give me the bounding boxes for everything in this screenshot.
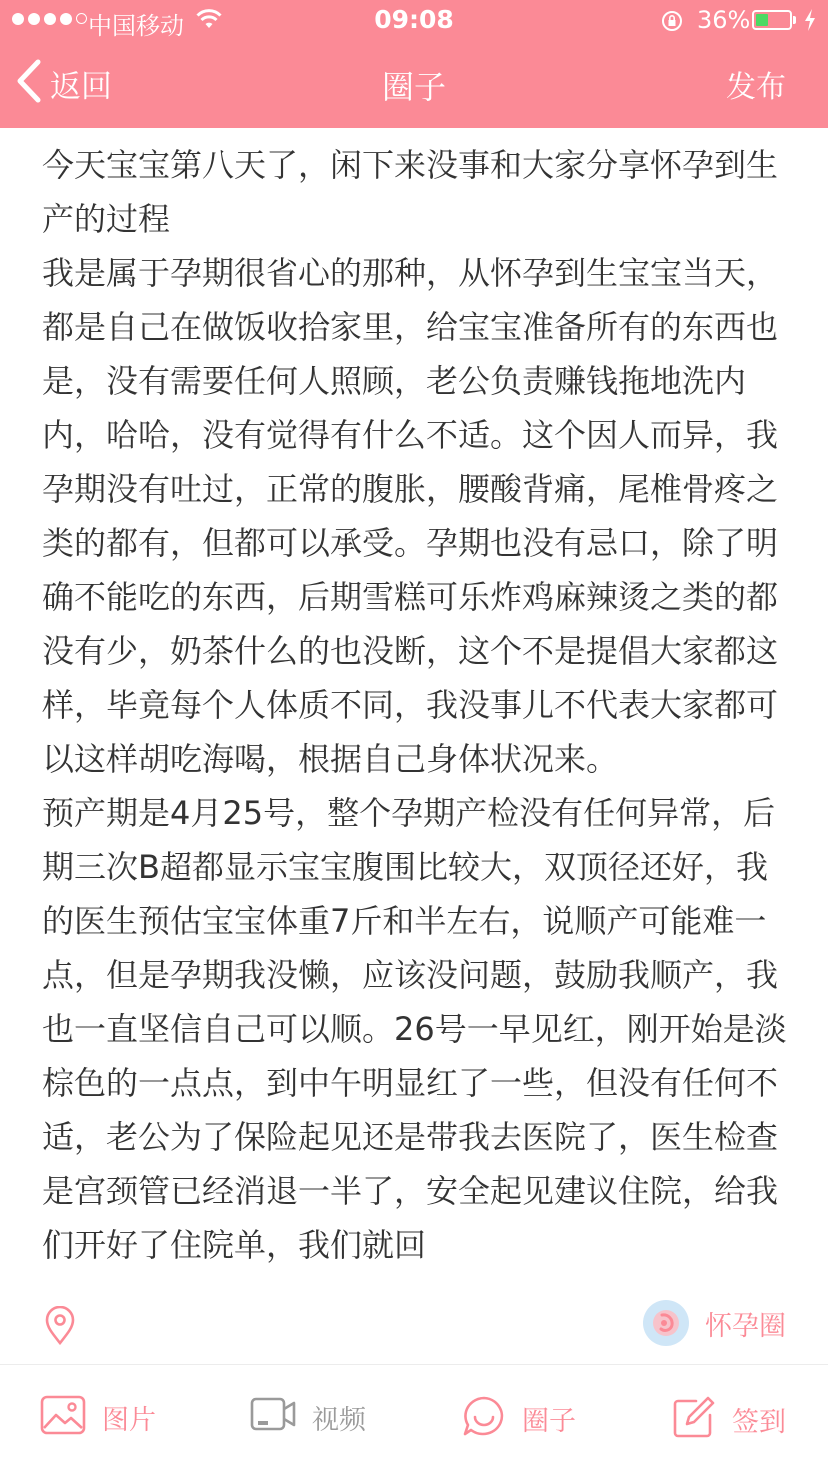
circle-label: 圈子 [522, 1405, 576, 1437]
post-text-area[interactable] [42, 138, 790, 1296]
video-button[interactable] [250, 1395, 366, 1439]
circle-tag[interactable] [643, 1300, 786, 1346]
location-pin-icon[interactable] [44, 1306, 76, 1350]
status-time: 09:08 [374, 5, 454, 34]
status-bar [0, 0, 828, 40]
header [0, 0, 828, 128]
page-title: 圈子 [381, 68, 446, 106]
checkin-label: 签到 [732, 1406, 786, 1438]
battery-tip [793, 16, 796, 24]
carrier-name: 中国移动 [88, 12, 184, 40]
photo-button[interactable] [40, 1395, 156, 1439]
battery-level-fill [756, 14, 768, 26]
publish-button[interactable]: 发布 [726, 70, 786, 105]
image-icon [40, 1395, 86, 1439]
post-paragraph: 预产期是4月25号，整个孕期产检没有任何异常，后期三次B超都显示宝宝腹围比较大，双顶径还好，我的医生预估宝宝体重7斤和半左右，说顺产可能难一点，但是孕期我没懒，应该没问题，鼓励我顺产，我也一直坚信自己可以顺。26号一早见红，刚开始是淡棕色的一点点，到中午明显红了一些，但没有任何不适，老公为了保险起见还是带我去医院了，医生检查是宫颈管已经消退一半了，安全起见建议住院，给我们开好了住院单，我们就回 [42, 794, 787, 1264]
circle-button[interactable] [462, 1395, 576, 1441]
rotation-lock-icon [660, 9, 684, 39]
circle-name: 怀孕圈 [705, 1310, 786, 1342]
battery-icon [752, 10, 792, 30]
back-label: 返回 [50, 68, 112, 105]
checkin-button[interactable] [672, 1395, 786, 1443]
video-label: 视频 [312, 1404, 366, 1436]
bottom-toolbar [0, 1365, 828, 1472]
photo-label: 图片 [102, 1404, 156, 1436]
post-meta-row [0, 1296, 828, 1364]
pregnancy-circle-icon [643, 1300, 689, 1346]
post-paragraph: 今天宝宝第八天了，闲下来没事和大家分享怀孕到生产的过程 [42, 146, 779, 238]
video-camera-icon [250, 1395, 296, 1439]
chat-bubble-icon [462, 1395, 506, 1441]
edit-icon [672, 1395, 716, 1443]
post-paragraph: 我是属于孕期很省心的那种，从怀孕到生宝宝当天，都是自己在做饭收拾家里，给宝宝准备所有的东西也是，没有需要任何人照顾，老公负责赚钱拖地洗内内，哈哈，没有觉得有什么不适。这个因人而异，我孕期没有吐过，正常的腹胀，腰酸背痛，尾椎骨疼之类的都有，但都可以承受。孕期也没有忌口，除了明确不能吃的东西，后期雪糕可乐炸鸡麻辣烫之类的都没有少，奶茶什么的也没断，这个不是提倡大家都这样，毕竟每个人体质不同，我没事儿不代表大家都可以这样胡吃海喝，根据自己身体状况来。 [42, 254, 779, 778]
battery-percent: 36% [697, 6, 751, 34]
nav-bar [0, 40, 828, 128]
charging-bolt-icon [804, 9, 816, 37]
